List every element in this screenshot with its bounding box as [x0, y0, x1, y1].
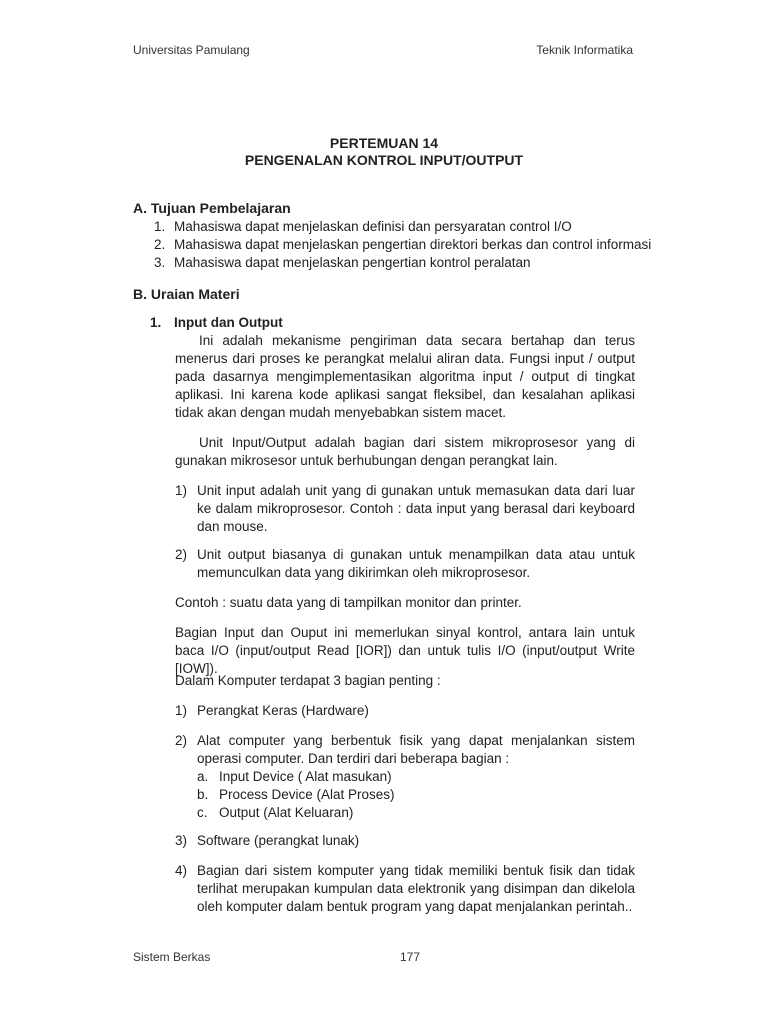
- list-number: 1): [175, 703, 188, 718]
- list-number: 4): [175, 863, 188, 878]
- header-university: Universitas Pamulang: [133, 43, 250, 57]
- subsection-number: 1.: [150, 315, 162, 330]
- objective-text: Mahasiswa dapat menjelaskan pengertian kontrol peralatan: [174, 255, 531, 270]
- paragraph-control-signal: Bagian Input dan Ouput ini memerlukan sinyal kontrol, antara lain untuk baca I/O (input/output Read [IOR]) dan untuk tulis I/O (input/output Write [IOW]).: [175, 625, 635, 676]
- list-item: [175, 702, 635, 720]
- paragraph-intro: Ini adalah mekanisme pengiriman data secara bertahap dan terus menerus dari proses ke perangkat melalui aliran data. Fungsi input / output pada dasarnya mengimplementasikan algoritma input / output di tingkat aplikasi. Ini karena kode aplikasi sangat fleksibel, dan kesalahan aplikasi tidak akan dengan mudah menyebabkan sistem macet.: [175, 333, 635, 420]
- objective-text: Mahasiswa dapat menjelaskan pengertian direktori berkas dan control informasi: [174, 237, 652, 252]
- paragraph-io-unit: Unit Input/Output adalah bagian dari sistem mikroprosesor yang di gunakan mikrosesor untuk berhubungan dengan perangkat lain.: [175, 435, 635, 468]
- sub-list-item: [197, 768, 635, 786]
- sub-list-text: Process Device (Alat Proses): [219, 787, 395, 802]
- list-item: [175, 732, 635, 822]
- objective-item: [154, 218, 572, 236]
- sub-list-letter: c.: [197, 805, 208, 820]
- paragraph-parts-intro: Dalam Komputer terdapat 3 bagian penting :: [175, 673, 441, 688]
- subsection-heading: [150, 315, 283, 330]
- sub-list: [197, 768, 635, 822]
- list-text: Unit input adalah unit yang di gunakan untuk memasukan data dari luar ke dalam mikroprosesor. Contoh : data input yang berasal dari keyboard dan mouse.: [197, 483, 635, 534]
- objective-number: 2.: [154, 237, 166, 252]
- header-department: Teknik Informatika: [536, 43, 633, 57]
- objective-item: [154, 254, 530, 272]
- sub-list-item: [197, 804, 635, 822]
- chapter-number: PERTEMUAN 14: [329, 135, 439, 151]
- section-b-heading: B. Uraian Materi: [133, 286, 240, 302]
- list-text: Alat computer yang berbentuk fisik yang dapat menjalankan sistem operasi computer. Dan terdiri dari beberapa bagian :: [197, 733, 635, 766]
- sub-list-text: Output (Alat Keluaran): [219, 805, 354, 820]
- list-text: Bagian dari sistem komputer yang tidak memiliki bentuk fisik dan tidak terlihat merupakan kumpulan data elektronik yang disimpan dan dikelola oleh komputer dalam bentuk program yang dapat menjalankan perintah..: [197, 863, 635, 914]
- objective-item: [154, 236, 651, 254]
- list-item: [175, 546, 635, 582]
- objective-number: 3.: [154, 255, 166, 270]
- list-text: Perangkat Keras (Hardware): [197, 703, 369, 718]
- footer-course: Sistem Berkas: [133, 950, 211, 964]
- list-number: 2): [175, 547, 188, 562]
- subsection-title: Input dan Output: [174, 315, 283, 330]
- sub-list-letter: b.: [197, 787, 209, 802]
- list-item: [175, 862, 635, 916]
- objective-number: 1.: [154, 219, 166, 234]
- list-number: 2): [175, 733, 188, 748]
- section-a-heading: A. Tujuan Pembelajaran: [133, 200, 291, 216]
- list-number: 3): [175, 833, 188, 848]
- sub-list-item: [197, 786, 635, 804]
- paragraph-example: Contoh : suatu data yang di tampilkan monitor dan printer.: [175, 595, 522, 610]
- list-item: [175, 832, 635, 850]
- sub-list-text: Input Device ( Alat masukan): [219, 769, 392, 784]
- list-text: Unit output biasanya di gunakan untuk menampilkan data atau untuk memunculkan data yang dikirimkan oleh mikroprosesor.: [197, 547, 635, 580]
- page-number: 177: [400, 950, 421, 964]
- chapter-title: PENGENALAN KONTROL INPUT/OUTPUT: [244, 152, 524, 168]
- list-text: Software (perangkat lunak): [197, 833, 360, 848]
- list-item: [175, 482, 635, 536]
- objective-text: Mahasiswa dapat menjelaskan definisi dan persyaratan control I/O: [174, 219, 572, 234]
- list-number: 1): [175, 483, 188, 498]
- sub-list-letter: a.: [197, 769, 209, 784]
